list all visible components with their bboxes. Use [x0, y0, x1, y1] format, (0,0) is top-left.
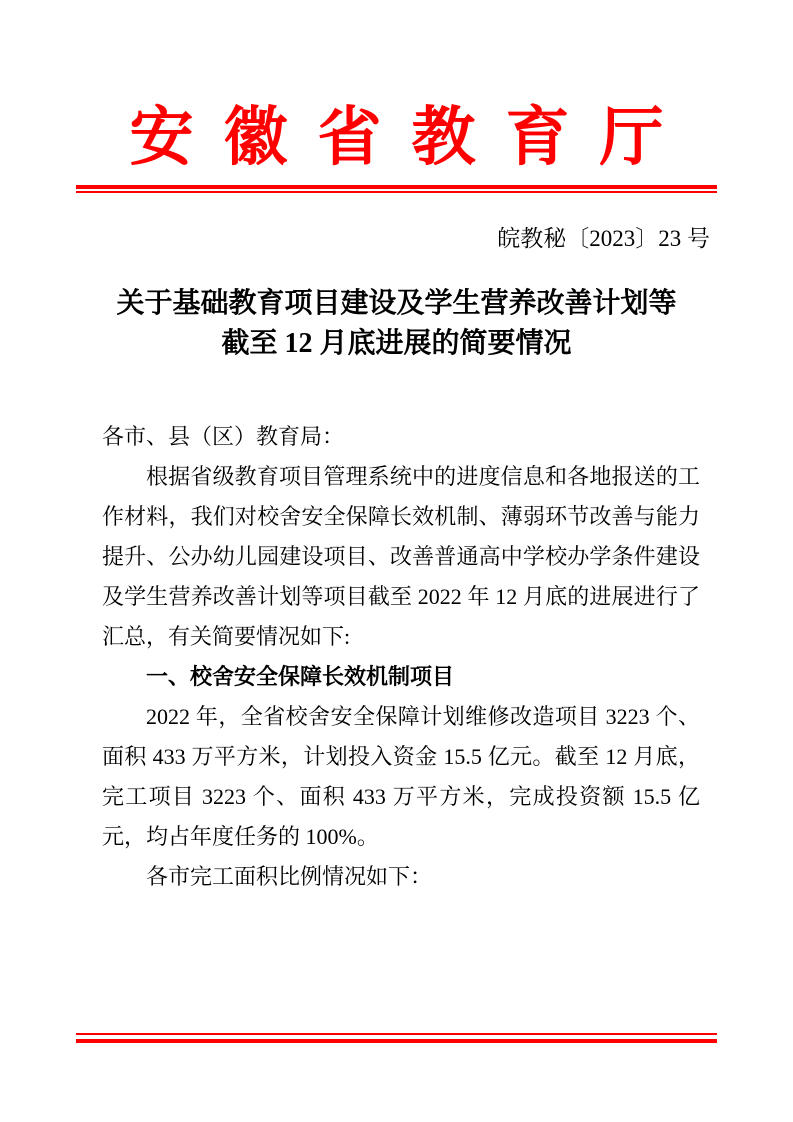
section-heading-1: 一、校舍安全保障长效机制项目 — [146, 664, 455, 689]
document-title — [0, 284, 793, 364]
paragraph-stats: 2022 年，全省校舍安全保障计划维修改造项目 3223 个、面积 433 万平方米，计划投入资金 15.5 亿元。截至 12 月底，完工项目 3223 个、面积 433 万平方米，完成投资额 15.5 亿元，均占年度任务的 100%。 — [102, 704, 700, 849]
salutation: 各市、县（区）教育局： — [102, 424, 345, 449]
document-reference-number: 皖教秘〔2023〕23 号 — [497, 226, 710, 251]
paragraph-intro: 根据省级教育项目管理系统中的进度信息和各地报送的工作材料，我们对校舍安全保障长效机制、薄弱环节改善与能力提升、公办幼儿园建设项目、改善普通高中学校办学条件建设及学生营养改善计划等项目截至 2022 年 12 月底的进展进行了汇总，有关简要情况如下: — [102, 464, 700, 649]
divider-rule-thick — [76, 1039, 717, 1043]
letterhead-divider — [76, 185, 717, 193]
document-title-line-1: 关于基础教育项目建设及学生营养改善计划等 — [116, 288, 677, 319]
letterhead-agency-name-text: 安徽省教育厅 — [129, 102, 694, 173]
document-title-line-2: 截至 12 月底进展的简要情况 — [221, 328, 572, 359]
footer-divider — [76, 1033, 717, 1043]
divider-rule-thin — [76, 191, 717, 193]
letterhead-agency-name — [0, 102, 793, 173]
paragraph-closing: 各市完工面积比例情况如下： — [146, 864, 433, 889]
document-body — [102, 417, 700, 897]
